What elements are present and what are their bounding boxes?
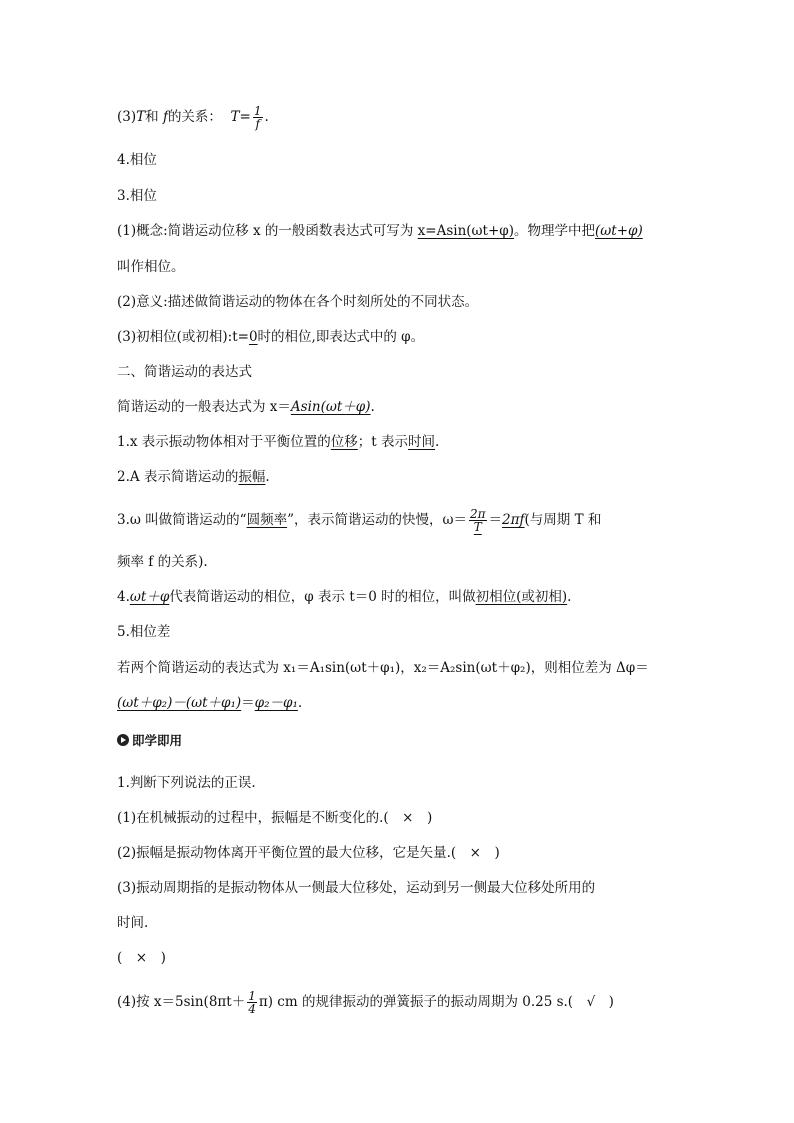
statement-3: (3)振动周期指的是振动物体从一侧最大位移处，运动到另一侧最大位移处所用的 bbox=[117, 880, 596, 896]
statement-1: (1)在机械振动的过程中，振幅是不断变化的.( × ) bbox=[117, 810, 433, 826]
phase-concept-cont: 叫作相位。 bbox=[117, 259, 185, 275]
item-phase-meaning: 4.ωt＋φ代表简谐运动的相位，φ 表示 t＝0 时的相位，叫做初相位(或初相). bbox=[117, 589, 572, 605]
statement-4: (4)按 x＝5sin(8πt＋ $\frac{1}{4}$ π) cm 的规律振动的弹簧振子的振动周期为 0.25 s.( √ ) bbox=[117, 989, 614, 1016]
statement-3-answer: ( × ) bbox=[117, 950, 166, 966]
fraction-2pi-over-t: $\frac{2\pi}{T}$ bbox=[470, 507, 486, 534]
heading-phase-3: 3.相位 bbox=[117, 188, 157, 204]
statement-3-cont: 时间. bbox=[117, 915, 149, 931]
section-heading-expression: 二、简谐运动的表达式 bbox=[117, 364, 252, 380]
statement-2: (2)振幅是振动物体离开平衡位置的最大位移，它是矢量.( × ) bbox=[117, 845, 500, 861]
play-circle-icon bbox=[117, 734, 129, 746]
phase-meaning: (2)意义:描述做简谐运动的物体在各个时刻所处的不同状态。 bbox=[117, 294, 479, 310]
phase-difference-result: (ωt＋φ₂)－(ωt＋φ₁)＝φ₂－φ₁. bbox=[117, 695, 303, 711]
initial-phase: (3)初相位(或初相):t=0时的相位,即表达式中的 φ。 bbox=[117, 329, 425, 345]
item-omega-meaning-cont: 频率 f 的关系). bbox=[117, 554, 208, 570]
heading-phase-difference: 5.相位差 bbox=[117, 624, 171, 640]
item-x-meaning: 1.x 表示振动物体相对于平衡位置的位移；t 表示时间. bbox=[117, 434, 440, 450]
general-expression: 简谐运动的一般表达式为 x＝Asin(ωt＋φ). bbox=[117, 399, 375, 415]
practice-heading: 即学即用 bbox=[117, 731, 182, 751]
item-a-meaning: 2.A 表示简谐运动的振幅. bbox=[117, 469, 270, 485]
question-1: 1.判断下列说法的正误. bbox=[117, 775, 256, 791]
t-f-relation: (3)T和 f的关系： T= $\frac{1}{f}$ . bbox=[117, 104, 269, 131]
fraction-1-over-4: $\frac{1}{4}$ bbox=[248, 989, 256, 1016]
phase-concept: (1)概念:简谐运动位移 x 的一般函数表达式可写为 x=Asin(ωt+φ)。物理学中把(ωt+φ) bbox=[117, 223, 643, 239]
heading-phase-4: 4.相位 bbox=[117, 152, 157, 168]
item-omega-meaning: 3.ω 叫做简谐运动的“圆频率”，表示简谐运动的快慢，ω＝ $\frac{2\pi}{T}$ ＝2πf(与周期 T 和 bbox=[117, 507, 602, 534]
phase-difference-formula: 若两个简谐运动的表达式为 x₁＝A₁sin(ωt＋φ₁)，x₂＝A₂sin(ωt＋φ₂)，则相位差为 Δφ＝ bbox=[117, 660, 649, 676]
fraction-1-over-f: $\frac{1}{f}$ bbox=[253, 104, 262, 131]
